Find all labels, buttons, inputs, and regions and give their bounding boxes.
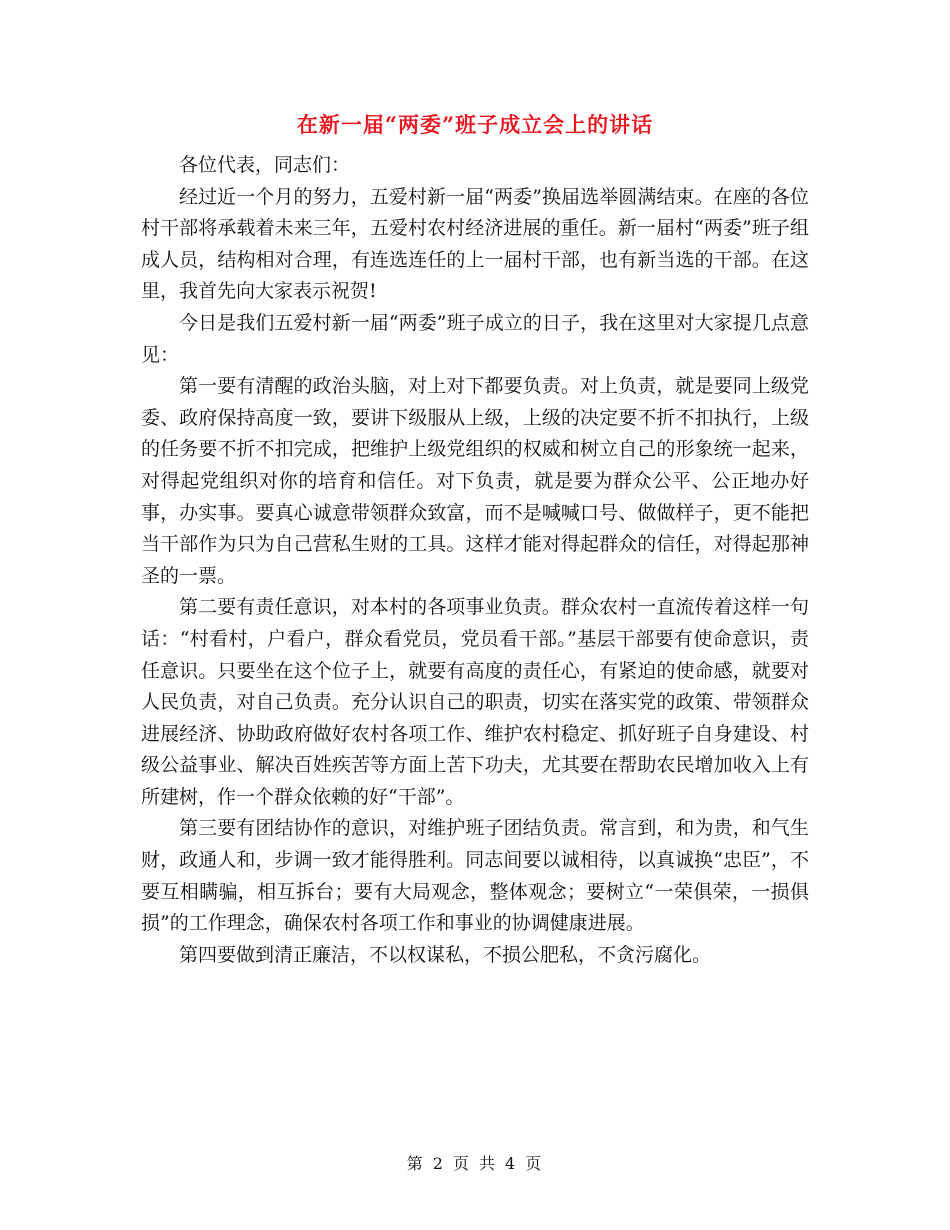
paragraph-greeting: 各位代表，同志们： (179, 154, 351, 176)
paragraph-opinions: 今日是我们五爱村新一届“两委”班子成立的日子，我在这里对大家提几点意见： (141, 311, 809, 366)
paragraph-point-four: 第四要做到清正廉洁，不以权谋私，不损公肥私，不贪污腐化。 (179, 943, 712, 966)
footer-total-word: 共 (479, 1154, 498, 1173)
footer-suffix: 页 (525, 1154, 544, 1173)
paragraph-intro: 经过近一个月的努力，五爱村新一届“两委”换届选举圆满结束。在座的各位村干部将承载着未来三年，五爱村农村经济进展的重任。新一届村“两委”班子组成人员，结构相对合理，有连选连任的上一届村干部，也有新当选的干部。在这里，我首先向大家表示祝贺! (141, 185, 809, 303)
paragraph-point-one: 第一要有清醒的政治头脑，对上对下都要负责。对上负责，就是要同上级党委、政府保持高度一致，要讲下级服从上级，上级的决定要不折不扣执行，上级的任务要不折不扣完成，把维护上级党组织的权威和树立自己的形象统一起来，对得起党组织对你的培育和信任。对下负责，就是要为群众公平、公正地办好事，办实事。要真心诚意带领群众致富，而不是喊喊口号、做做样子，更不能把当干部作为只为自己营私生财的工具。这样才能对得起群众的信任，对得起那神圣的一票。 (141, 375, 809, 587)
footer-current-page: 2 (432, 1154, 445, 1173)
document-body (141, 150, 809, 971)
paragraph-point-three: 第三要有团结协作的意识，对维护班子团结负责。常言到，和为贵，和气生财，政通人和，步调一致才能得胜利。同志间要以诚相待，以真诚换“忠臣”，不要互相瞒骗，相互拆台；要有大局观念，整体观念；要树立“一荣俱荣，一损俱损”的工作理念，确保农村各项工作和事业的协调健康进展。 (141, 817, 809, 935)
page-footer (0, 1153, 950, 1175)
paragraph-point-two: 第二要有责任意识，对本村的各项事业负责。群众农村一直流传着这样一句话：“村看村，户看户，群众看党员，党员看干部。”基层干部要有使命意识，责任意识。只要坐在这个位子上，就要有高度的责任心，有紧迫的使命感，就要对人民负责，对自己负责。充分认识自己的职责，切实在落实党的政策、带领群众进展经济、协助政府做好农村各项工作、维护农村稳定、抓好班子自身建设、村级公益事业、解决百姓疾苦等方面上苦下功夫，尤其要在帮助农民增加收入上有所建树，作一个群众依赖的好“干部”。 (141, 596, 809, 808)
footer-prefix: 第 (406, 1154, 425, 1173)
footer-total-pages: 4 (505, 1154, 518, 1173)
footer-page-word: 页 (452, 1154, 471, 1173)
document-title: 在新一届“两委”班子成立会上的讲话 (296, 112, 654, 137)
